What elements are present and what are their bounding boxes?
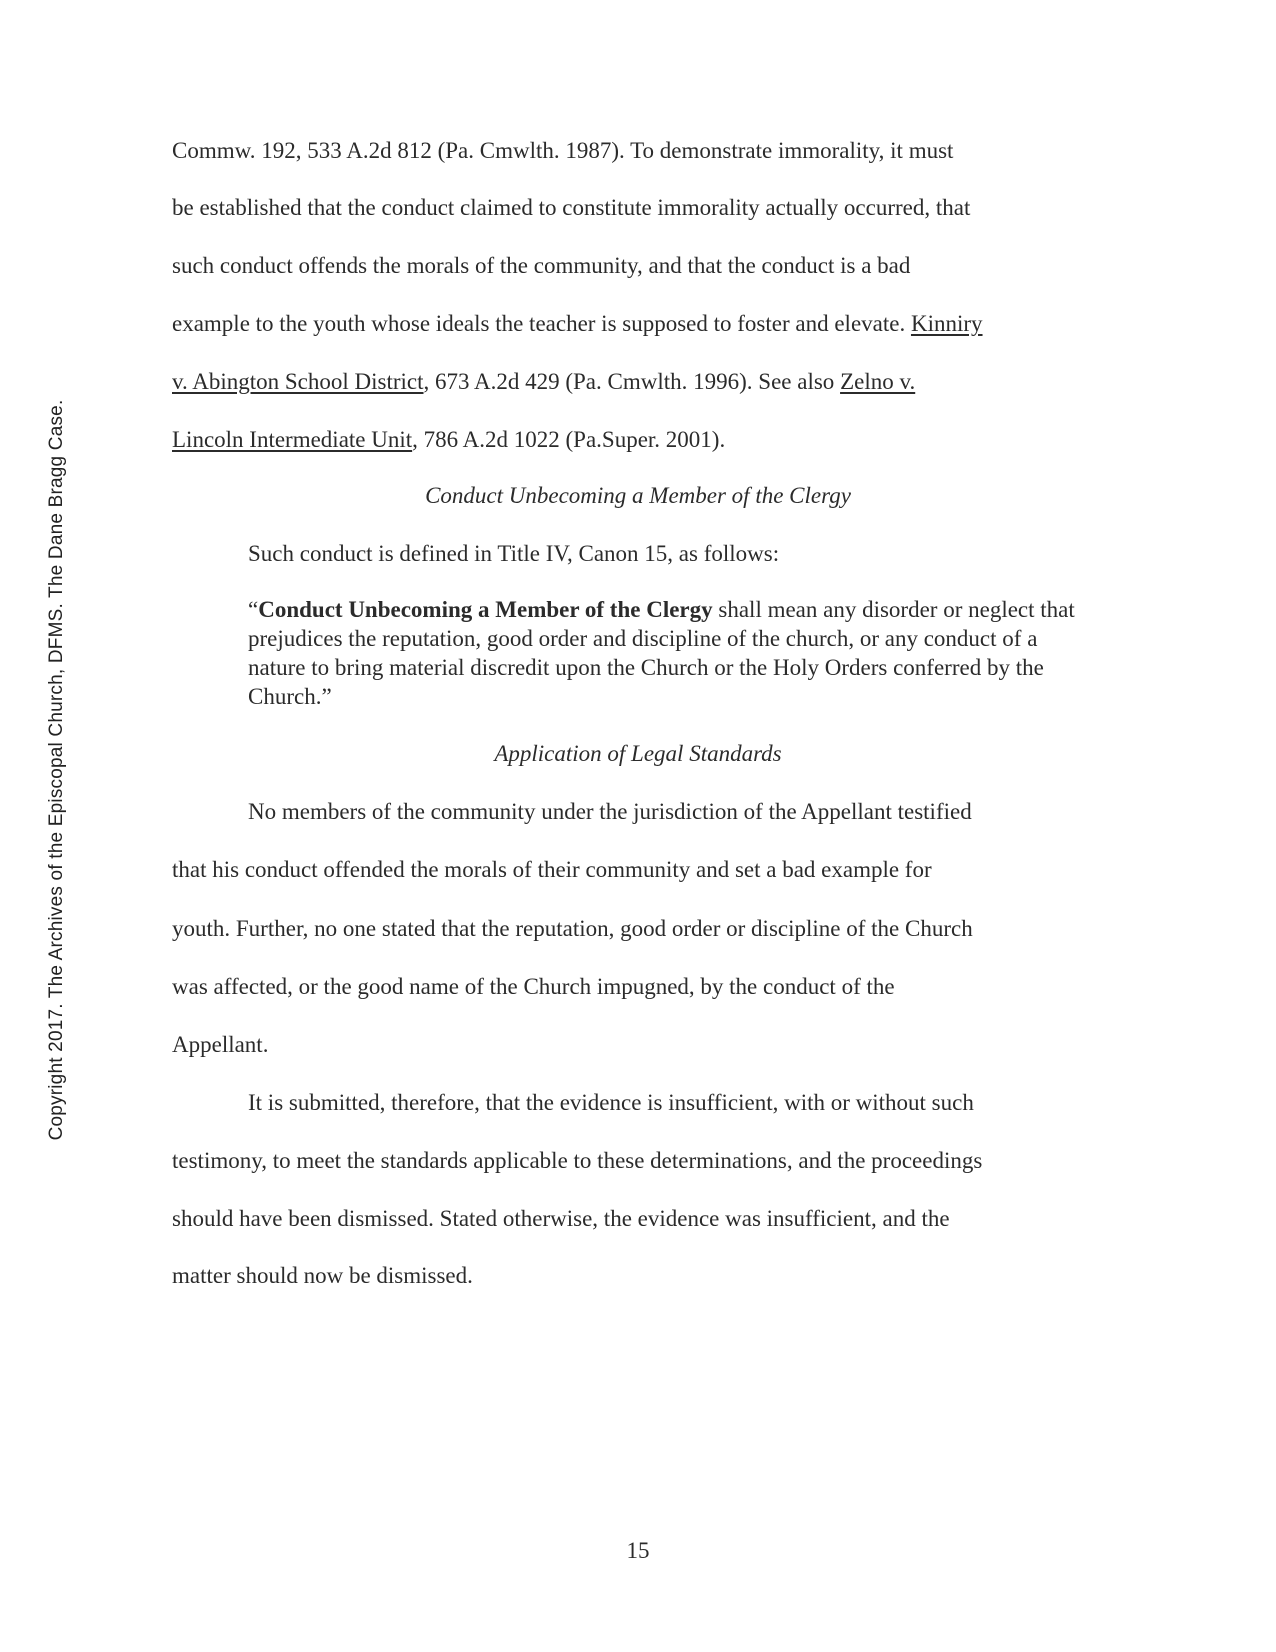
- para4-line4: matter should now be dismissed.: [172, 1263, 473, 1288]
- para3-line5: Appellant.: [172, 1032, 269, 1057]
- para4-line3: should have been dismissed. Stated otherwise, the evidence was insufficient, and the: [172, 1206, 950, 1231]
- para3-line4: was affected, or the good name of the Church impugned, by the conduct of the: [172, 974, 895, 999]
- para3-line2: that his conduct offended the morals of their community and set a bad example for: [172, 857, 932, 882]
- para1-line4: [172, 310, 983, 338]
- case-citation-abington: v. Abington School District: [172, 369, 424, 394]
- para2: Such conduct is defined in Title IV, Canon 15, as follows:: [248, 541, 780, 566]
- canon-quote: [248, 595, 1078, 711]
- para3-line1: No members of the community under the jurisdiction of the Appellant testified: [248, 799, 972, 824]
- para1-line4-text: example to the youth whose ideals the teacher is supposed to foster and elevate.: [172, 311, 911, 336]
- case-citation-lincoln: Lincoln Intermediate Unit: [172, 427, 413, 452]
- para1-line6-text: , 786 A.2d 1022 (Pa.Super. 2001).: [412, 427, 726, 452]
- para1-line2: be established that the conduct claimed to constitute immorality actually occurred, that: [172, 195, 971, 220]
- para1-line5-text: , 673 A.2d 429 (Pa. Cmwlth. 1996). See also: [423, 369, 841, 394]
- section-heading-conduct: Conduct Unbecoming a Member of the Clergy: [425, 483, 851, 508]
- page-number: 15: [626, 1538, 650, 1563]
- para4-line2: testimony, to meet the standards applicable to these determinations, and the proceedings: [172, 1148, 983, 1173]
- para3-line3: youth. Further, no one stated that the reputation, good order or discipline of the Church: [172, 916, 973, 941]
- quote-defined-term: Conduct Unbecoming a Member of the Clergy: [258, 597, 713, 622]
- para1-line5: [172, 368, 915, 396]
- para4-line1: It is submitted, therefore, that the evidence is insufficient, with or without such: [248, 1090, 974, 1115]
- case-citation-zelno: Zelno v.: [840, 369, 916, 394]
- para1-line6: [172, 426, 725, 454]
- copyright-text: Copyright 2017. The Archives of the Episcopal Church, DFMS. The Dane Bragg Case.: [46, 399, 67, 1141]
- case-citation-kinniry: Kinniry: [910, 311, 983, 336]
- para1-line3: such conduct offends the morals of the community, and that the conduct is a bad: [172, 253, 911, 278]
- quote-definition: shall mean any disorder or neglect that prejudices the reputation, good order and discipline of the church, or any conduct of a nature to bring material discredit upon the Church or the Holy Orders conferred by the Church.”: [248, 597, 1075, 709]
- section-heading-application: Application of Legal Standards: [494, 741, 782, 766]
- para1-line1: Commw. 192, 533 A.2d 812 (Pa. Cmwlth. 1987). To demonstrate immorality, it must: [172, 138, 954, 163]
- quote-open-mark: “: [248, 597, 259, 622]
